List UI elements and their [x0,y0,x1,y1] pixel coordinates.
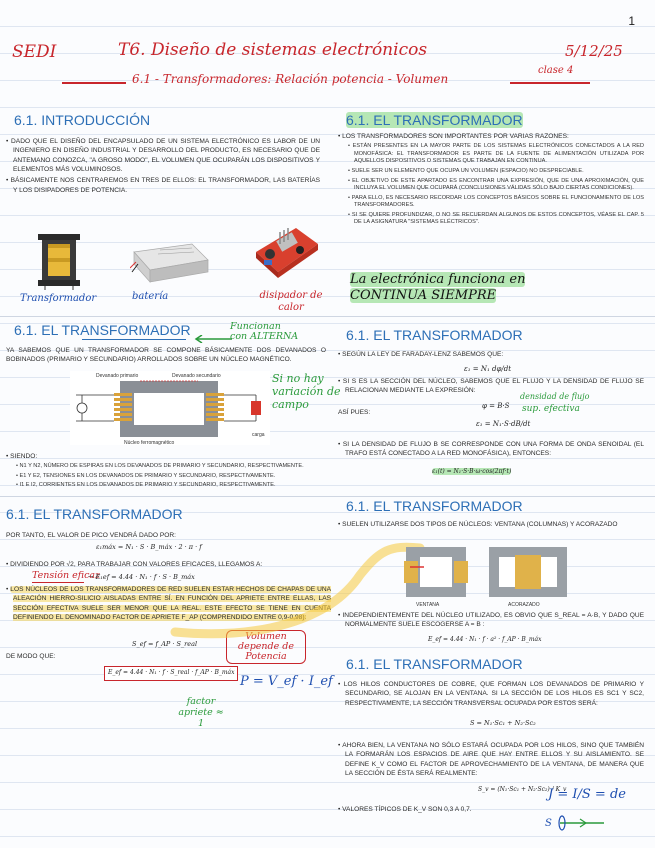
definition-3: • I1 E I2, CORRIENTES EN LOS DEVANADOS DE PRIMARIO Y SECUNDARIO, RESPECTIVAMENTE. [6,482,326,490]
formula-square-core: E_ef = 4.44 · N₁ · f · a² · f_AP · B_máx [428,636,542,643]
section-2-title [346,112,523,128]
core-window-label: VENTANA [416,602,440,608]
transformer-image [34,228,84,290]
formula-peak: ε₁máx = N₁ · S · B_máx · 2 · π · f [96,543,202,551]
definition-1: • N1 Y N2, NÚMERO DE ESPIRAS EN LOS DEVANADOS DE PRIMARIO Y SECUNDARIO, RESPECTIVAMENTE. [6,463,326,471]
section-6-paragraph-2-wrap [338,611,644,632]
note-rms-underline [32,582,84,583]
intro-paragraph-2: • BÁSICAMENTE NOS CENTRAREMOS EN TRES DE ELLOS: EL TRANSFORMADOR, LAS BATERÍAS Y LOS DISIPADORES DE POTENCIA. [6,176,320,195]
note-electronics-1 [350,272,525,287]
section-7-paragraph-2-wrap [338,741,644,780]
core-shell-diagram [485,543,571,601]
note-electronics-1-text: La electrónica funciona en [350,272,526,287]
section-5-paragraph-3-text: LOS NÚCLEOS DE LOS TRANSFORMADORES DE RED SUELEN ESTAR HECHOS DE CHAPAS DE UNA ALEACIÓN HIERRO-SILICIO AISLADAS ENTRE SÍ. EN FUNCIÓN DEL APRIETE ENTRE ELLAS, LAS SECCIÓN EFECTIVA SUELE SER MENOR QUE LA REAL. ESTE EFECTO SE TIENE EN CUENTA DEFINIENDO EL DENOMINADO FACTOR DE APRIETE F_AP (COMPRENDIDO ENTRE 0,9-0,98): [10,586,332,622]
note-electronics-2-text: CONTINUA SIEMPRE [350,288,497,303]
section-4-paragraph-4: • SI LA DENSIDAD DE FLUJO B SE CORRESPONDE CON UNA FORMA DE ONDA SENOIDAL (EL TRAFO ESTÁ CONECTADO A LA RED MONOFÁSICA), ENTONCES: [338,440,644,459]
section-7-paragraph-3-text: • VALORES TÍPICOS DE K_V SON 0,3 A 0,7. [338,805,472,814]
section-4-paragraph-4-wrap [338,440,644,461]
note-flux-density: densidad de flujo [520,392,590,401]
heatsink-image [250,222,322,286]
section-5-paragraph-3-wrap [6,585,331,624]
note-electronics-2 [350,288,496,303]
core-window-diagram [402,543,470,601]
lesson-date: 5/12/25 [565,42,623,60]
section-4-paragraph-2-wrap [338,377,644,398]
formula-window-section: S_v = (N₁·Sc₁ + N₂·Sc₂) / K_v [478,786,567,793]
section-4-paragraph-1: • SEGÚN LA LEY DE FARADAY-LENZ SABEMOS QUE: [338,350,644,359]
section-3-body: YA SABEMOS QUE UN TRANSFORMADOR SE COMPONE BÁSICAMENTE DOS DEVANADOS O BOBINADOS (PRIMARIO Y SECUNDARIO) ARROLLADOS SOBRE UN NÚCLEO MAGNÉTICO. [6,347,326,364]
formula-final-box [104,666,238,681]
section-4-paragraph-2: • SI S ES LA SECCIÓN DEL NÚCLEO, SABEMOS QUE EL FLUJO Y LA DENSIDAD DE FLUJO SE RELACIONAN MEDIANTE LA EXPRESIÓN: [338,377,644,396]
section-2-bullet-5: • SI SE QUIERE PROFUNDIZAR, O NO SE RECUERDAN ALGUNOS DE ESTOS CONCEPTOS, VÉASE EL CAP. 5 DE LA ASIGNATURA "SISTEMAS ELÉCTRICOS". [338,212,644,227]
formula-sinusoidal-text: ε₁(t) = N₁·S·B·ω·cos(2πf·t) [432,468,512,475]
core-shell-label: ACORAZADO [508,602,540,608]
section-7-title: 6.1. EL TRANSFORMADOR [346,656,523,672]
section-4-paragraph-3: ASÍ PUES: [338,409,371,416]
section-2-bullet-3: • EL OBJETIVO DE ESTE APARTADO ES ENCONTRAR UNA EXPRESIÓN, QUE DE UNA APROXIMACIÓN, QUE INCLUYA EL VOLUMEN QUE OCUPARÁ (CONCLUSIONES VÁLIDAS SÓLO BAJO CIERTAS CONDICIONES). [338,178,644,193]
section-5-paragraph-2-text: DIVIDIENDO POR √2, PARA TRABAJAR CON VALORES EFICACES, LLEGAMOS A: [10,561,263,568]
transformer-diagram [70,371,270,445]
subtitle-line-right [510,82,590,84]
formula-effective-section: S_ef = f_AP · S_real [132,640,198,648]
course-name: SEDI [12,42,57,62]
note-section-s: S [545,818,552,829]
current-density-sketch [550,812,606,839]
section-5-paragraph-4: DE MODO QUE: [6,653,56,660]
section-2-title-text: 6.1. EL TRANSFORMADOR [346,112,523,128]
note-effective-surface: sup. efectiva [522,404,580,414]
section-5-paragraph-1: POR TANTO, EL VALOR DE PICO VENDRÁ DADO POR: [6,532,177,539]
section-4-body [338,350,644,361]
note-current-density: J = I/S = de [548,787,626,802]
battery-image [130,238,212,286]
section-7-paragraph-1: • LOS HILOS CONDUCTORES DE COBRE, QUE FORMAN LOS DEVANADOS DE PRIMARIO Y SECUNDARIO, SE ALOJAN EN LA VENTANA. SI LA SECCIÓN DE LOS HILOS ES SC1 Y SC2, RESPECTIVAMENTE, LA SECCIÓN TRANSVERSAL OCUPADA POR ESTOS SERÁ: [338,680,644,708]
diagram-core-label: Núcleo ferromagnético [124,440,175,446]
siendo-label: • SIENDO: [6,452,326,461]
section-2-body [338,132,644,229]
section-6-paragraph-2: • INDEPENDIENTEMENTE DEL NÚCLEO UTILIZADO, ES OBVIO QUE S_REAL = A·B, Y DADO QUE NORMALMENTE SUELE ESCOGERSE A = B : [338,611,644,630]
page-number: 1 [628,14,635,28]
note-volume-power: Volumen depende de Potencia [226,630,306,664]
note-alterna: Funcionan con ALTERNA [230,321,299,342]
section-2-intro: • LOS TRANSFORMADORES SON IMPORTANTES POR VARIAS RAZONES: [338,132,644,141]
formula-emf: ε₁ = N₁·S·dB/dt [476,420,531,428]
section-7-paragraph-1-wrap [338,680,644,710]
label-transformer: Transformador [20,293,97,304]
diagram-secondary-label: Devanado secundario [172,373,221,379]
intro-body [6,137,320,197]
section-5-paragraph-2 [6,560,336,569]
section-2-bullet-4: • PARA ELLO, ES NECESARIO RECORDAR LOS CONCEPTOS BÁSICOS SOBRE EL FUNCIONAMIENTO DE LOS TRANSFORMADORES. [338,195,644,210]
divider-middle [0,496,655,497]
formula-final: E_ef = 4.44 · N₁ · f · S_real · f_AP · B_máx [108,669,235,676]
section-6-paragraph-1-wrap [338,520,644,531]
formula-flux: φ = B·S [482,402,510,410]
class-tag: clase 4 [538,65,574,76]
section-3-definitions [6,452,326,492]
section-4-title: 6.1. EL TRANSFORMADOR [346,327,523,343]
section-3-title-underline [82,339,186,340]
section-6-paragraph-1: • SUELEN UTILIZARSE DOS TIPOS DE NÚCLEOS: VENTANA (COLUMNAS) Y ACORAZADO [338,520,644,529]
section-7-paragraph-3 [338,805,472,816]
unit-title: T6. Diseño de sistemas electrónicos [118,40,428,60]
section-7-paragraph-2: • AHORA BIEN, LA VENTANA NO SÓLO ESTARÁ OCUPADA POR LOS HILOS, SINO QUE TAMBIÉN LA FORMARÁN LOS ESPACIOS DE AIRE QUE HAY ENTRE ELLOS Y SU AISLAMIENTO. SE DEFINE K_V COMO EL FACTOR DE APROVECHAMIENTO DE LA VENTANA, DE MANERA QUE LA SECCIÓN DE ÉSTA SERÁ REALMENTE: [338,741,644,778]
formula-faraday: ε₁ = N₁ dφ/dt [464,365,512,373]
note-rms-voltage: Tensión eficaz [32,570,101,581]
diagram-primary-label: Devanado primario [96,373,139,379]
note-power-formula: P = V_ef · I_ef [240,674,333,689]
subtitle-line-left [62,82,126,84]
formula-wire-section: S = N₁·Sc₁ + N₂·Sc₂ [470,719,536,727]
section-5-paragraph-3 [6,585,331,622]
section-6-title: 6.1. EL TRANSFORMADOR [346,498,523,514]
definition-2: • E1 Y E2, TENSIONES EN LOS DEVANADOS DE PRIMARIO Y SECUNDARIO, RESPECTIVAMENTE. [6,473,326,481]
section-2-bullet-1: • ESTÁN PRESENTES EN LA MAYOR PARTE DE LOS SISTEMAS ELECTRÓNICOS CONECTADOS A LA RED MONOFÁSICA: EL TRANSFORMADOR ES PARTE DE LA FUENTE DE ALIMENTACIÓN UTILIZADA POR AQUELLOS DISPOSITIVOS O SISTEMAS QUE TRABAJAN EN CONTINUA. [338,143,644,166]
label-heatsink: disipador de calor [259,290,323,313]
formula-sinusoidal [432,468,511,475]
label-battery: batería [132,291,169,302]
section-3-title: 6.1. EL TRANSFORMADOR [14,322,191,338]
intro-title: 6.1. INTRODUCCIÓN [14,112,151,128]
section-2-bullet-2: • SUELE SER UN ELEMENTO QUE OCUPA UN VOLUMEN (ESPACIO) NO DESPRECIABLE. [338,168,644,176]
subtitle: 6.1 - Transformadores: Relación potencia - Volumen [132,72,449,86]
note-campo: Si no hay variación de campo [272,372,341,411]
diagram-load-label: carga [252,432,265,438]
section-5-title: 6.1. EL TRANSFORMADOR [6,506,183,522]
formula-rms: → E₁ef = 4.44 · N₁ · f · S · B_máx [88,573,195,581]
note-tightening-factor: factor apriete ≈ 1 [178,696,224,729]
divider-top [0,316,655,317]
intro-paragraph-1: • DADO QUE EL DISEÑO DEL ENCAPSULADO DE UN SISTEMA ELECTRÓNICO ES LABOR DE UN INGENIERO EN DISEÑO INDUSTRIAL Y DESARROLLO DEL PRODUCTO, ES NECESARIO QUE DE ANTEMANO CONOZCA, "A GROSO MODO", EL VOLUMEN QUE OCUPARÁN LOS DISPOSITIVOS Y ELEMENTOS MÁS VOLUMINOSOS. [6,137,320,174]
